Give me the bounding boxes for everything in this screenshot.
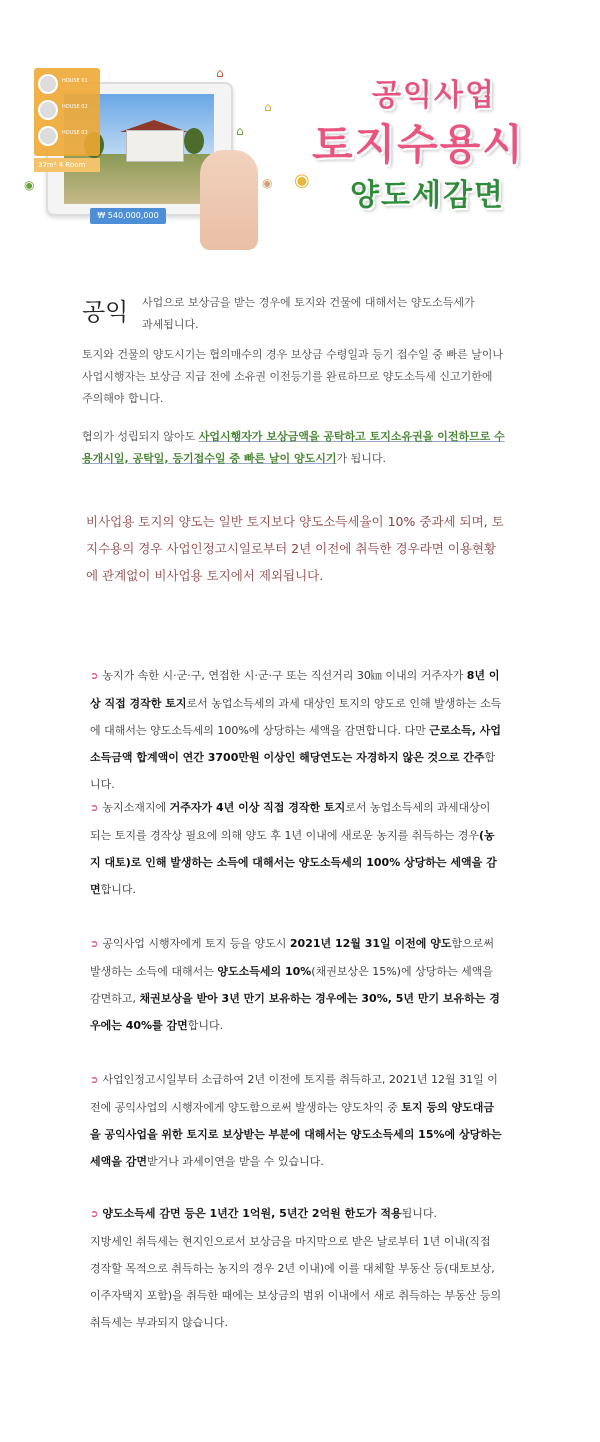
location-pin-icon: ◉ <box>262 176 273 190</box>
list-item: ➲ 양도소득세 감면 등은 1년간 1억원, 5년간 2억원 한도가 적용됩니다. 지방세인 취득세는 현지인으로서 보상금을 마지막으로 받은 날로부터 1년 이내(직접 경작할 목적으로 취득하는 농지의 경우 2년 이내)에 이를 대체할 부동산 등(대토보상, 이주자택지 포함)을 취득한 때에는 보상금의 범위 이내에서 새로 취득하는 부동산 등의 취득세는 부과되지 않습니다. <box>90 1207 502 1329</box>
arrow-bullet-icon: ➲ <box>90 803 99 814</box>
arrow-bullet-icon: ➲ <box>90 1209 99 1220</box>
arrow-bullet-icon: ➲ <box>90 939 99 950</box>
title-line-3: 양도세감면 <box>350 178 505 213</box>
title-line-2: 토지수용시 <box>312 120 525 169</box>
house-pin-icon: ⌂ <box>216 66 224 80</box>
intro-line1-end: 과세됩니다. <box>142 318 199 331</box>
location-pin-icon: ◉ <box>24 178 35 192</box>
price-tag: ₩ 540,000,000 <box>90 208 166 224</box>
house-pin-icon: ⌂ <box>236 124 244 138</box>
arrow-bullet-icon: ➲ <box>90 671 99 682</box>
intro-paragraph-2: 토지와 건물의 양도시기는 협의매수의 경우 보상금 수령일과 등기 접수일 중 빠른 날이나 사업시행자는 보상금 지급 전에 소유권 이전등기를 완료하므로 양도소득세 신고기한에 주의해야 합니다. <box>82 348 503 405</box>
list-item: ➲ 사업인정고시일부터 소급하여 2년 이전에 토지를 취득하고, 2021년 12월 31일 이전에 공익사업의 시행자에게 양도함으로써 발생하는 양도차익 중 토지 등의 양도대금을 공익사업을 위한 토지로 보상받는 부분에 대해서는 양도소득세의 15%에 상당하는 세액을 감면받거나 과세이연을 받을 수 있습니다. <box>90 1073 502 1168</box>
list-item: ➲ 농지가 속한 시·군·구, 연접한 시·군·구 또는 직선거리 30㎞ 이내의 거주자가 8년 이상 직접 경작한 토지로서 농업소득세의 과세 대상인 토지의 양도로 인해 발생하는 소득에 대해서는 양도소득세의 100%에 상당하는 세액을 감면합니다. 다만 근로소득, 사업소득금액 합계액이 연간 3700만원 이상인 해당연도는 자경하지 않은 것으로 간주합니다. <box>90 669 502 791</box>
listing-panel: HOUSE 01 HOUSE 02 HOUSE 03 <box>34 68 100 156</box>
note-paragraph: 비사업용 토지의 양도는 일반 토지보다 양도소득세율이 10% 중과세 되며, 토지수용의 경우 사업인정고시일로부터 2년 이전에 취득한 경우라면 이용현황에 관계없이 비사업용 토지에서 제외됩니다. <box>86 514 504 583</box>
hand-illustration <box>200 150 258 250</box>
intro-paragraph-3: 협의가 성립되지 않아도 사업시행자가 보상금액을 공탁하고 토지소유권을 이전하므로 수용개시일, 공탁일, 등기접수일 중 빠른 날이 양도시기가 됩니다. <box>82 430 505 465</box>
house-pin-icon: ⌂ <box>264 100 272 114</box>
location-pin-icon: ◉ <box>294 170 310 191</box>
dropcap: 공익 <box>82 298 129 326</box>
intro-line1: 사업으로 보상금을 받는 경우에 토지와 건물에 대해서는 양도소득세가 <box>142 296 475 309</box>
list-item: ➲ 공익사업 시행자에게 토지 등을 양도시 2021년 12월 31일 이전에 양도함으로써 발생하는 소득에 대해서는 양도소득세의 10%(채권보상은 15%)에 상당하는 세액을 감면하고, 채권보상을 받아 3년 만기 보유하는 경우에는 30%, 5년 만기 보유하는 경우에는 40%를 감면합니다. <box>90 937 500 1032</box>
hero-banner <box>0 0 600 270</box>
title-line-1: 공익사업 <box>372 78 496 113</box>
list-item: ➲ 농지소재지에 거주자가 4년 이상 직접 경작한 토지로서 농업소득세의 과세대상이 되는 토지를 경작상 필요에 의해 양도 후 1년 이내에 새로운 농지를 취득하는 경우(농지 대토)로 인해 발생하는 소득에 대해서는 양도소득세의 100% 상당하는 세액을 감면합니다. <box>90 801 497 896</box>
room-info: 37m² 4 Room <box>34 158 100 172</box>
arrow-bullet-icon: ➲ <box>90 1075 99 1086</box>
